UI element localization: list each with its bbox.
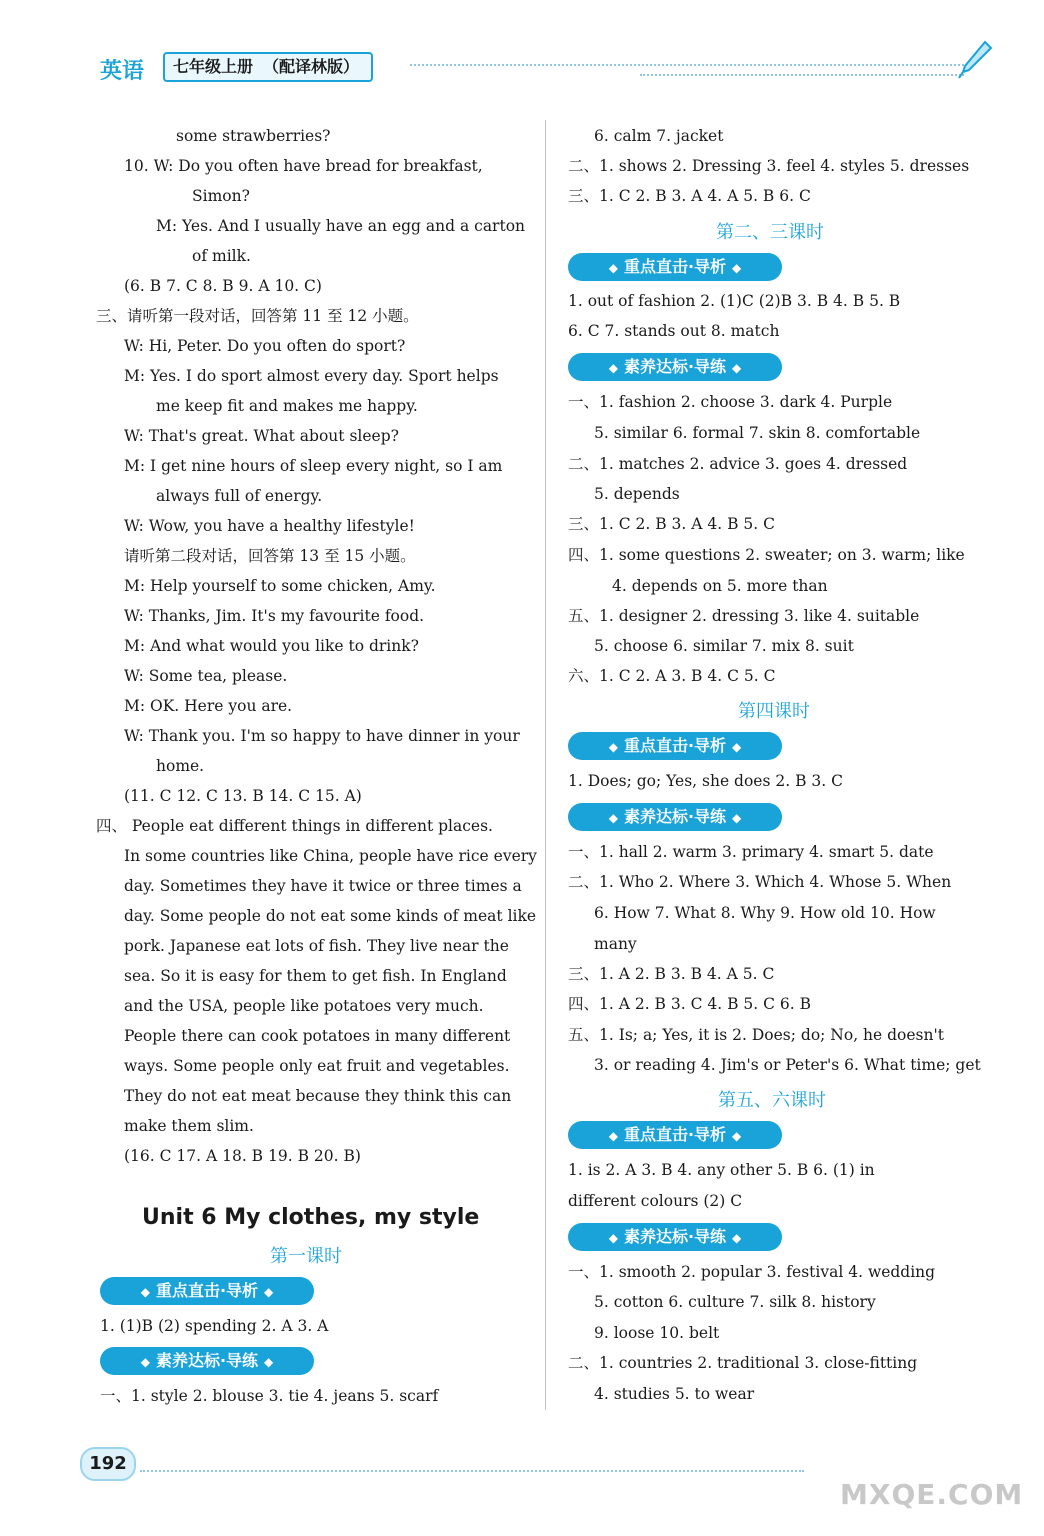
answer-line: 6. C 7. stands out 8. match (568, 322, 780, 340)
lesson-heading: 第一课时 (270, 1246, 342, 1267)
answer-line: 6. calm 7. jacket (594, 127, 724, 145)
answer-line: 6. How 7. What 8. Why 9. How old 10. How (594, 904, 936, 922)
answer-line: 1. out of fashion 2. (1)C (2)B 3. B 4. B 5. B (568, 292, 901, 310)
answer-line: 二、1. countries 2. traditional 3. close-fitting (568, 1354, 918, 1372)
answer-line: 1. (1)B (2) spending 2. A 3. A (100, 1317, 329, 1335)
section-heading: 请听第二段对话，回答第 13 至 15 小题。 (124, 547, 416, 565)
text-line: day. Sometimes they have it twice or three times a (124, 877, 522, 895)
text-line: They do not eat meat because they think this can (124, 1087, 512, 1105)
answer-line: 五、1. designer 2. dressing 3. like 4. suitable (568, 607, 920, 625)
answer-line: 1. Does; go; Yes, she does 2. B 3. C (568, 772, 843, 790)
section-pill: ◆ 素养达标·导练 ◆ (568, 1223, 782, 1251)
header-divider (410, 64, 964, 66)
answer-line: 5. cotton 6. culture 7. silk 8. history (594, 1293, 876, 1311)
text-line: W: Hi, Peter. Do you often do sport? (124, 337, 406, 355)
grade-box (163, 52, 373, 82)
answer-line: 4. depends on 5. more than (612, 577, 828, 595)
answer-line: 1. is 2. A 3. B 4. any other 5. B 6. (1) in (568, 1161, 875, 1179)
lesson-heading: 第五、六课时 (718, 1090, 826, 1111)
lesson-heading: 第四课时 (738, 701, 810, 722)
grade-label: 七年级上册 (173, 57, 254, 76)
text-line: W: Some tea, please. (124, 667, 288, 685)
text-line: W: Thank you. I'm so happy to have dinner in your (124, 727, 520, 745)
text-line: pork. Japanese eat lots of fish. They live near the (124, 937, 509, 955)
text-line: some strawberries? (176, 127, 331, 145)
answer-line: 三、1. C 2. B 3. A 4. A 5. B 6. C (568, 187, 811, 205)
text-line: me keep fit and makes me happy. (156, 397, 418, 415)
answer-line: 9. loose 10. belt (594, 1324, 720, 1342)
text-line: 四、 People eat different things in different places. (96, 817, 493, 835)
section-pill: ◆ 重点直击·导析 ◆ (100, 1277, 314, 1305)
answer-line: 三、1. C 2. B 3. A 4. B 5. C (568, 515, 775, 533)
unit-title: Unit 6 My clothes, my style (142, 1205, 480, 1230)
answer-line: many (594, 935, 637, 953)
footer-divider (140, 1470, 804, 1472)
answer-line: 五、1. Is; a; Yes, it is 2. Does; do; No, he doesn't (568, 1026, 944, 1044)
text-line: sea. So it is easy for them to get fish. In England (124, 967, 507, 985)
answer-line: different colours (2) C (568, 1192, 743, 1210)
text-line: People there can cook potatoes in many different (124, 1027, 511, 1045)
text-line: W: Thanks, Jim. It's my favourite food. (124, 607, 425, 625)
answer-line: 一、1. fashion 2. choose 3. dark 4. Purple (568, 393, 893, 411)
answer-line: 5. choose 6. similar 7. mix 8. suit (594, 637, 854, 655)
answer-line: 一、1. smooth 2. popular 3. festival 4. wedding (568, 1263, 936, 1281)
text-line: make them slim. (124, 1117, 254, 1135)
text-line: W: Wow, you have a healthy lifestyle! (124, 517, 415, 535)
text-line: In some countries like China, people have rice every (124, 847, 537, 865)
answer-line: (16. C 17. A 18. B 19. B 20. B) (124, 1147, 361, 1165)
text-line: always full of energy. (156, 487, 323, 505)
header-divider-2 (640, 74, 964, 76)
section-heading: 三、请听第一段对话，回答第 11 至 12 小题。 (96, 307, 419, 325)
section-pill: ◆ 素养达标·导练 ◆ (568, 353, 782, 381)
page-number: 192 (80, 1447, 136, 1481)
text-line: M: OK. Here you are. (124, 697, 293, 715)
text-line: Simon? (192, 187, 250, 205)
answer-line: 5. similar 6. formal 7. skin 8. comfortable (594, 424, 921, 442)
subject-label: 英语 (100, 59, 145, 84)
answer-line: 4. studies 5. to wear (594, 1385, 755, 1403)
text-line: M: Help yourself to some chicken, Amy. (124, 577, 436, 595)
pen-icon (955, 38, 995, 80)
section-pill: ◆ 重点直击·导析 ◆ (568, 1121, 782, 1149)
column-divider (545, 120, 546, 1410)
answer-line: 六、1. C 2. A 3. B 4. C 5. C (568, 667, 776, 685)
answer-line: 二、1. shows 2. Dressing 3. feel 4. styles 5. dresses (568, 157, 970, 175)
answer-line: 二、1. matches 2. advice 3. goes 4. dressed (568, 455, 908, 473)
answer-line: (11. C 12. C 13. B 14. C 15. A) (124, 787, 362, 805)
answer-line: 5. depends (594, 485, 680, 503)
section-pill: ◆ 重点直击·导析 ◆ (568, 732, 782, 760)
text-line: and the USA, people like potatoes very much. (124, 997, 484, 1015)
text-line: M: Yes. And I usually have an egg and a carton (156, 217, 526, 235)
answer-line: 四、1. A 2. B 3. C 4. B 5. C 6. B (568, 995, 812, 1013)
answer-line: (6. B 7. C 8. B 9. A 10. C) (124, 277, 322, 295)
version-label: （配译林版） (263, 57, 360, 76)
text-line: 10. W: Do you often have bread for breakfast, (124, 157, 483, 175)
answer-line: 一、1. hall 2. warm 3. primary 4. smart 5. date (568, 843, 934, 861)
text-line: M: Yes. I do sport almost every day. Sport helps (124, 367, 499, 385)
text-line: day. Some people do not eat some kinds of meat like (124, 907, 537, 925)
text-line: M: And what would you like to drink? (124, 637, 419, 655)
section-pill: ◆ 素养达标·导练 ◆ (100, 1347, 314, 1375)
text-line: W: That's great. What about sleep? (124, 427, 399, 445)
answer-line: 3. or reading 4. Jim's or Peter's 6. What time; get (594, 1056, 981, 1074)
answer-line: 一、1. style 2. blouse 3. tie 4. jeans 5. scarf (100, 1387, 439, 1405)
text-line: M: I get nine hours of sleep every night, so I am (124, 457, 503, 475)
answer-line: 四、1. some questions 2. sweater; on 3. warm; like (568, 546, 965, 564)
text-line: home. (156, 757, 205, 775)
section-pill: ◆ 素养达标·导练 ◆ (568, 803, 782, 831)
answer-line: 三、1. A 2. B 3. B 4. A 5. C (568, 965, 775, 983)
section-pill: ◆ 重点直击·导析 ◆ (568, 253, 782, 281)
lesson-heading: 第二、三课时 (716, 222, 824, 243)
text-line: of milk. (192, 247, 251, 265)
answer-line: 二、1. Who 2. Where 3. Which 4. Whose 5. When (568, 873, 952, 891)
text-line: ways. Some people only eat fruit and vegetables. (124, 1057, 510, 1075)
watermark: MXQE.COM (840, 1478, 1024, 1511)
